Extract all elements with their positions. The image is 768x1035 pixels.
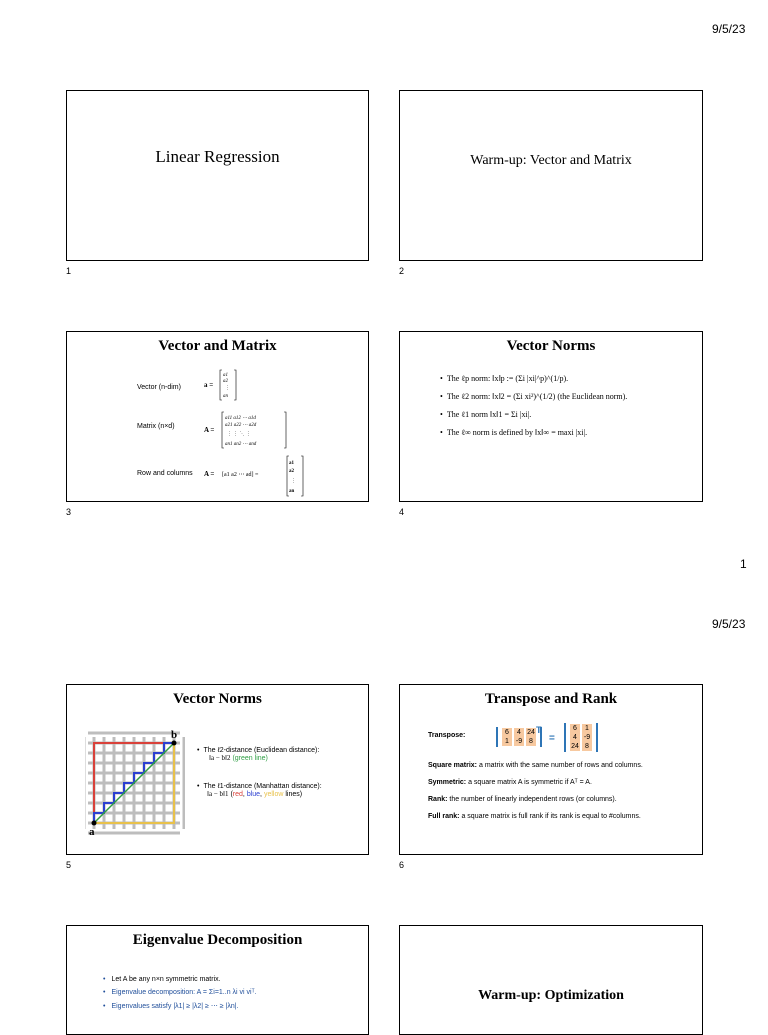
slide-4: [399, 331, 703, 502]
vector-notation: [203, 368, 243, 402]
slide-number: 6: [399, 860, 405, 870]
slide-7: [66, 925, 369, 1035]
bullet-euclidean: • The ℓ2-distance (Euclidean distance): ‖a − b‖2 (green line): [197, 747, 320, 762]
point-a-marker: [92, 821, 97, 826]
matrix-label: Matrix (n×d): [137, 423, 175, 430]
bullet-text: The ℓ2-distance (Euclidean distance):: [203, 747, 320, 754]
slide-number: 5: [66, 860, 72, 870]
svg-text:a11 a12 ⋯ a1d: a11 a12 ⋯ a1d: [225, 416, 256, 421]
matrix-cell: 8: [582, 742, 592, 751]
page-number: 1: [740, 557, 747, 571]
matrix-cell: 1: [582, 724, 592, 733]
matrix-row: [569, 742, 593, 751]
matrix-row: [501, 737, 537, 746]
yellow-word: yellow: [263, 791, 284, 798]
paren-close: lines): [285, 791, 303, 798]
svg-text:⋮ ⋮ ⋱ ⋮: ⋮ ⋮ ⋱ ⋮: [227, 432, 251, 437]
slide-title: Warm-up: Vector and Matrix: [470, 153, 632, 168]
slide-title: Vector and Matrix: [158, 338, 277, 354]
manhattan-grid-diagram: [85, 725, 185, 837]
norm-list: [440, 374, 627, 446]
svg-text:⋮: ⋮: [225, 386, 230, 391]
formula: ‖a − b‖1: [207, 790, 229, 798]
matrix-cell: -9: [515, 738, 523, 745]
page-date: 9/5/23: [712, 617, 746, 631]
bullet-text: The ℓ1-distance (Manhattan distance):: [203, 783, 322, 790]
slide-5: [66, 684, 369, 855]
matrix-cell: 24: [571, 743, 579, 750]
list-item: • Eigenvalues satisfy |λ1| ≥ |λ2| ≥ ⋯ ≥ |λn|.: [103, 1002, 257, 1010]
matrix-cell: 6: [570, 724, 580, 733]
matrix-cell: 6: [502, 728, 512, 737]
svg-text:[a1 a2 ⋯ ad] =: [a1 a2 ⋯ ad] =: [222, 472, 259, 478]
slide-title: Vector Norms: [173, 691, 262, 707]
matrix-row: [569, 733, 593, 742]
list-item: • Eigenvalue decomposition: A = Σi=1..n λi vi viᵀ.: [103, 989, 257, 996]
list-item: • The ℓp norm: ‖x‖p := (Σi |xi|^p)^(1/p).: [440, 374, 627, 383]
formula: ‖a − b‖2: [209, 754, 231, 762]
matrix-cell: 24: [527, 729, 535, 736]
term: Full rank:: [428, 813, 460, 820]
eigen-list: [103, 976, 257, 1016]
matrix-cell: 4: [570, 733, 580, 742]
matrix-notation: [203, 410, 293, 450]
svg-text:⋮: ⋮: [291, 479, 296, 484]
matrix-brackets: [564, 723, 598, 752]
page-date: 9/5/23: [712, 22, 746, 36]
svg-text:a2: a2: [223, 379, 228, 384]
definition: a square matrix A is symmetric if Aᵀ = A.: [468, 779, 592, 786]
svg-text:A =: A =: [204, 470, 215, 478]
slide-number: 1: [66, 266, 72, 276]
bullet-manhattan: • The ℓ1-distance (Manhattan distance): ‖a − b‖1 (red, blue, yellow lines): [197, 783, 322, 798]
svg-text:an1 an2 ⋯ and: an1 an2 ⋯ and: [225, 442, 257, 447]
svg-text:a1: a1: [223, 373, 228, 378]
rows-columns-label: Row and columns: [137, 470, 193, 477]
list-item: • The ℓ1 norm ‖x‖1 = Σi |xi|.: [440, 410, 627, 419]
slide-8: [399, 925, 703, 1035]
slide-3: [66, 331, 369, 502]
note: (green line): [232, 755, 268, 762]
point-b-label: b: [171, 729, 178, 741]
svg-text:a21 a22 ⋯ a2d: a21 a22 ⋯ a2d: [225, 423, 257, 428]
slide-number: 2: [399, 266, 405, 276]
matrix-cell: 1: [502, 737, 512, 746]
slide-title: Warm-up: Optimization: [478, 988, 624, 1003]
term: Rank:: [428, 796, 448, 803]
slide-6: [399, 684, 703, 855]
vector-label: Vector (n-dim): [137, 384, 181, 391]
definition-line: [428, 813, 641, 820]
definition: a square matrix is full rank if its rank is equal to #columns.: [461, 813, 641, 820]
list-item: • The ℓ∞ norm is defined by ‖x‖∞ = maxi |xi|.: [440, 428, 627, 437]
slide-number: 3: [66, 507, 72, 517]
svg-text:a1: a1: [289, 461, 294, 466]
slide-title: Transpose and Rank: [484, 691, 618, 707]
svg-text:an: an: [223, 394, 228, 399]
transpose-superscript: T: [536, 725, 542, 735]
point-a-label: a: [89, 826, 95, 837]
term: Symmetric:: [428, 779, 467, 786]
svg-text:A =: A =: [204, 426, 215, 434]
svg-text:a =: a =: [204, 381, 214, 389]
slide-number: 4: [399, 507, 405, 517]
term: Square matrix:: [428, 762, 478, 769]
matrix-cell: 4: [514, 728, 524, 737]
matrix-row: [569, 724, 593, 733]
definition-line: [428, 796, 617, 803]
list-item: • The ℓ2 norm: ‖x‖2 = (Σi xi²)^(1/2) (the Euclidean norm).: [440, 392, 627, 401]
blue-word: blue: [246, 791, 261, 798]
definition: the number of linearly independent rows (or columns).: [449, 796, 617, 803]
matrix-cell: -9: [583, 734, 591, 741]
slide-2: [399, 90, 703, 261]
matrix-cell: 8: [526, 737, 536, 746]
paren-open: (: [230, 791, 233, 798]
columns-notation: [203, 454, 313, 498]
definition-line: [428, 779, 592, 786]
svg-text:an: an: [289, 489, 295, 494]
slide-title: Vector Norms: [506, 338, 596, 354]
definition-line: [428, 762, 643, 769]
slide-title: Linear Regression: [155, 147, 280, 166]
transpose-label: Transpose:: [428, 732, 466, 739]
matrix-transposed: [564, 723, 598, 753]
list-item: • Let A be any n×n symmetric matrix.: [103, 976, 257, 983]
red-word: red: [232, 791, 243, 798]
slide-title: Eigenvalue Decomposition: [132, 932, 303, 948]
definition: a matrix with the same number of rows and columns.: [478, 762, 643, 769]
svg-text:a2: a2: [289, 469, 294, 474]
equals-sign: =: [549, 733, 555, 744]
slide-1: [66, 90, 369, 261]
point-b-marker: [172, 741, 177, 746]
matrix-row: [501, 728, 537, 737]
